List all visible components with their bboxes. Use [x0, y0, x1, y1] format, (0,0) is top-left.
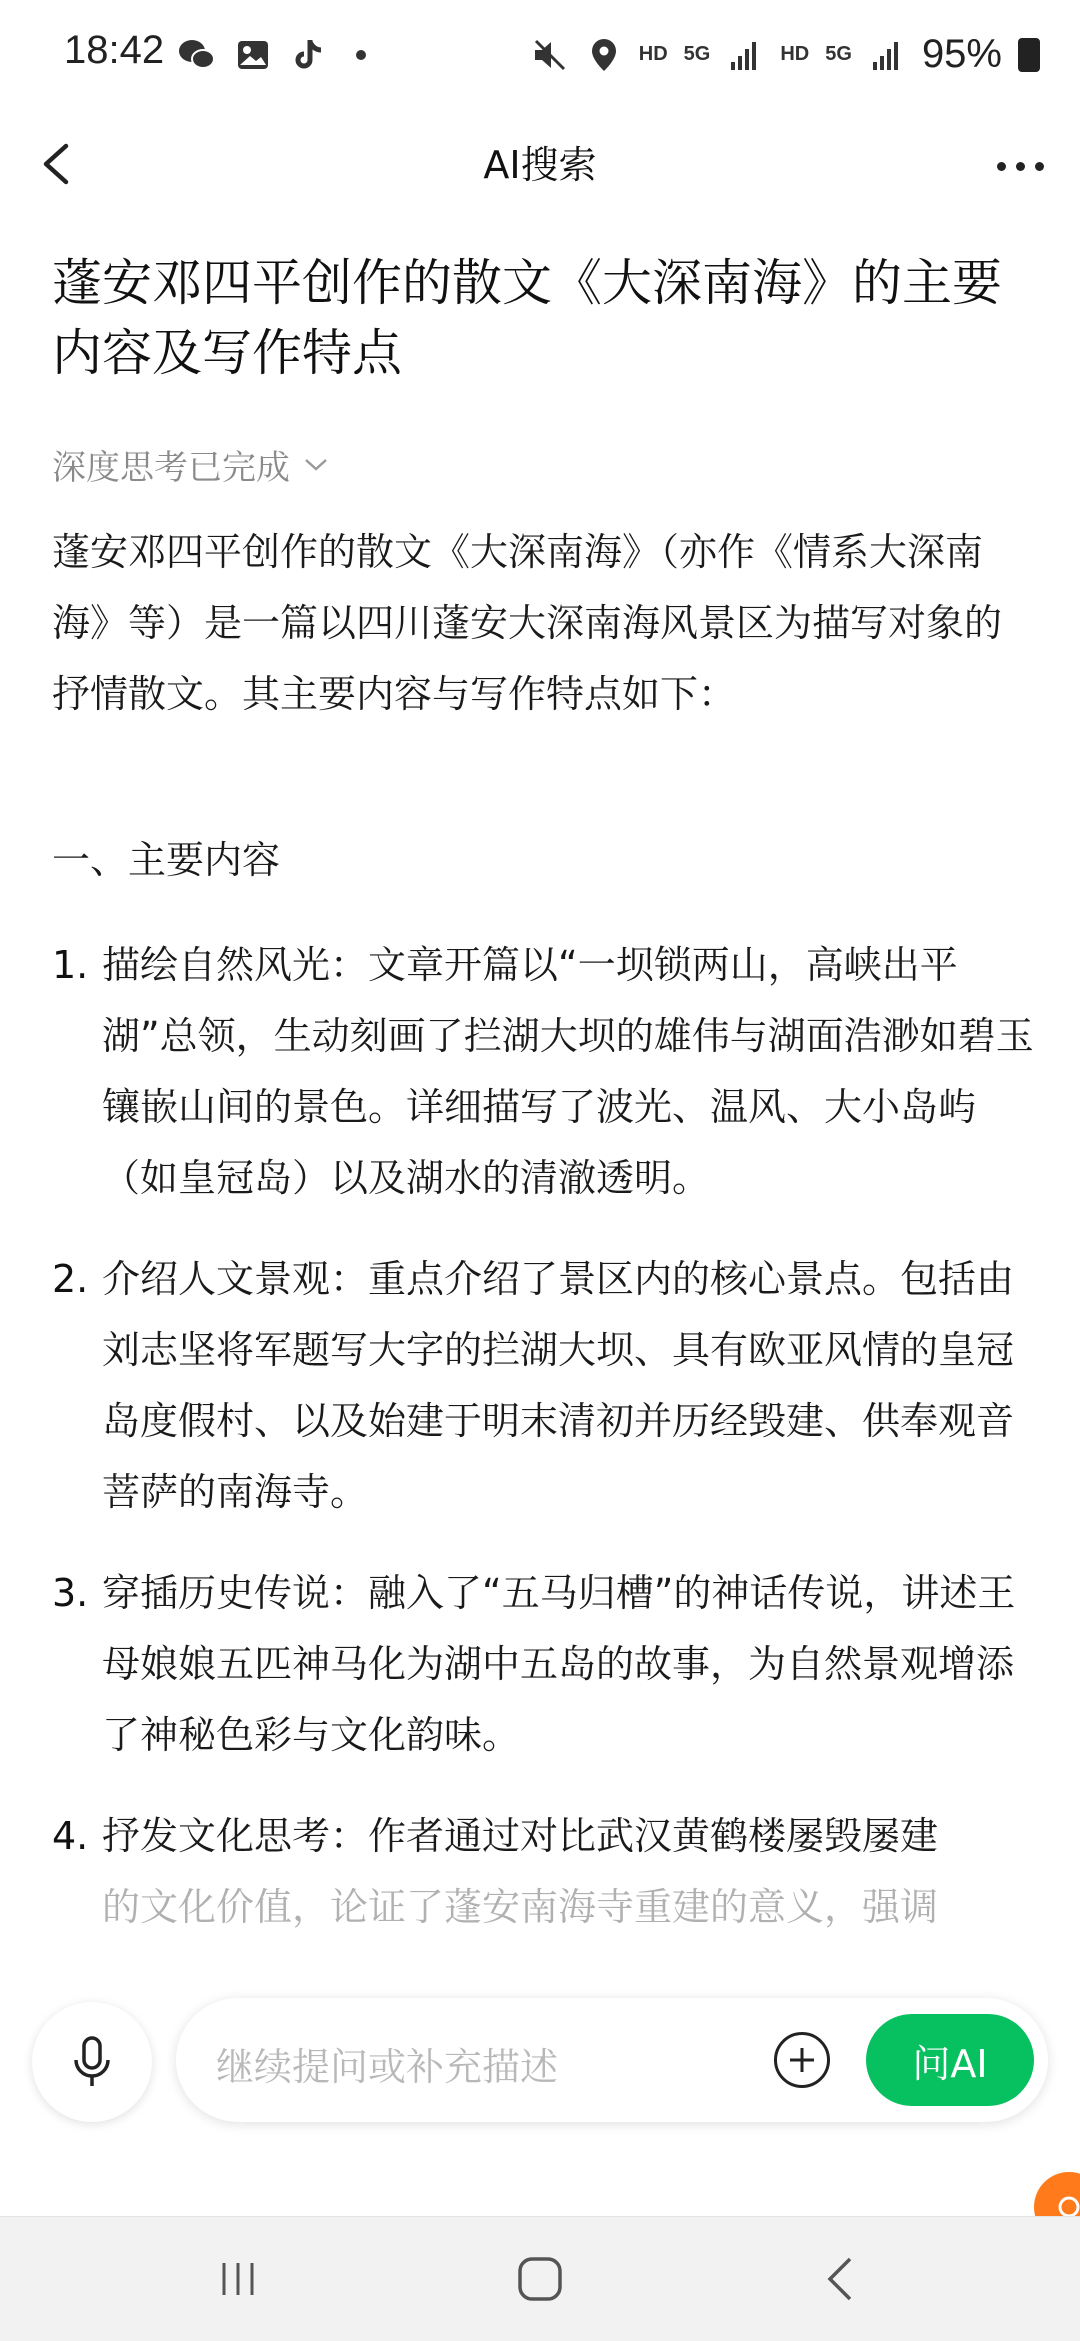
- back-icon: [822, 2255, 862, 2303]
- battery-percent: 95%: [921, 32, 1002, 76]
- question-input[interactable]: [176, 1998, 1048, 2122]
- wechat-icon: [178, 36, 216, 74]
- answer-intro: 蓬安邓四平创作的散文《大深南海》（亦作《情系大深南海》等）是一篇以四川蓬安大深南海风景区为描写对象的抒情散文。其主要内容与写作特点如下：: [52, 530, 1003, 716]
- list-text: 介绍人文景观：重点介绍了景区内的核心景点。包括由刘志坚将军题写大字的拦湖大坝、具有欧亚风情的皇冠岛度假村、以及始建于明末清初并历经毁建、供奉观音菩萨的南海寺。: [102, 1257, 1015, 1514]
- hd-label-2: HD: [780, 43, 810, 65]
- plus-icon: [787, 2045, 817, 2075]
- more-dot-icon: [1035, 162, 1044, 171]
- battery-icon: [1018, 38, 1040, 72]
- hd-label-1: HD: [638, 43, 668, 65]
- gallery-icon: [234, 36, 272, 74]
- recent-apps-button[interactable]: [198, 2247, 278, 2311]
- network-label-2: 5G: [825, 43, 852, 65]
- voice-input-button[interactable]: [32, 2002, 152, 2122]
- tiktok-icon: [290, 36, 328, 74]
- list-text: [102, 1801, 1036, 1943]
- status-bar: [0, 0, 1080, 118]
- input-bar: [0, 1980, 1080, 2216]
- page-title: AI搜索: [483, 143, 597, 187]
- content-list: [52, 930, 1036, 1943]
- system-nav-bar: [0, 2216, 1080, 2341]
- list-item: [52, 1244, 1036, 1528]
- list-item: [52, 1558, 1036, 1771]
- thinking-toggle[interactable]: [52, 440, 1036, 489]
- list-text: 描绘自然风光：文章开篇以“一坝锁两山，高峡出平湖”总领，生动刻画了拦湖大坝的雄伟与湖面浩渺如碧玉镶嵌山间的景色。详细描写了波光、温风、大小岛屿（如皇冠岛）以及湖水的清澈透明。: [102, 943, 1034, 1200]
- answer-content: [52, 248, 1036, 1973]
- chevron-down-icon: [302, 455, 330, 475]
- list-item: [52, 1801, 1036, 1943]
- list-number: 1.: [52, 943, 89, 987]
- question-title: 蓬安邓四平创作的散文《大深南海》的主要内容及写作特点: [52, 254, 1002, 382]
- notification-icons: [178, 36, 366, 74]
- location-icon: [585, 36, 623, 74]
- list-number: 4.: [52, 1814, 89, 1858]
- list-text-line: 抒发文化思考：作者通过对比武汉黄鹤楼屡毁屡建: [102, 1814, 939, 1858]
- dot-icon: [356, 50, 366, 60]
- ask-ai-button[interactable]: 问AI: [866, 2014, 1034, 2106]
- thinking-status-label: 深度思考已完成: [52, 448, 290, 488]
- list-text: 穿插历史传说：融入了“五马归槽”的神话传说，讲述王母娘娘五匹神马化为湖中五岛的故事，为自然景观增添了神秘色彩与文化韵味。: [102, 1571, 1016, 1757]
- more-options-button[interactable]: [990, 142, 1050, 190]
- list-item: [52, 930, 1036, 1214]
- more-dot-icon: [1016, 162, 1025, 171]
- more-dot-icon: [997, 162, 1006, 171]
- input-placeholder: 继续提问或补充描述: [216, 2045, 559, 2089]
- system-status: [531, 32, 1040, 77]
- home-button[interactable]: [500, 2247, 580, 2311]
- add-attachment-button[interactable]: [774, 2032, 830, 2088]
- mute-icon: [531, 36, 569, 74]
- list-number: 3.: [52, 1571, 89, 1615]
- signal-icon: [726, 36, 764, 74]
- home-icon: [516, 2255, 564, 2303]
- app-header: [0, 118, 1080, 214]
- recent-apps-icon: [216, 2259, 260, 2299]
- signal-icon: [868, 36, 906, 74]
- list-number: 2.: [52, 1257, 89, 1301]
- network-label-1: 5G: [683, 43, 711, 65]
- nav-back-button[interactable]: [802, 2247, 882, 2311]
- section-heading: 一、主要内容: [52, 838, 281, 882]
- status-time: 18:42: [64, 28, 165, 72]
- list-text-line: 的文化价值，论证了蓬安南海寺重建的意义，强调: [102, 1885, 939, 1929]
- microphone-icon: [70, 2034, 114, 2090]
